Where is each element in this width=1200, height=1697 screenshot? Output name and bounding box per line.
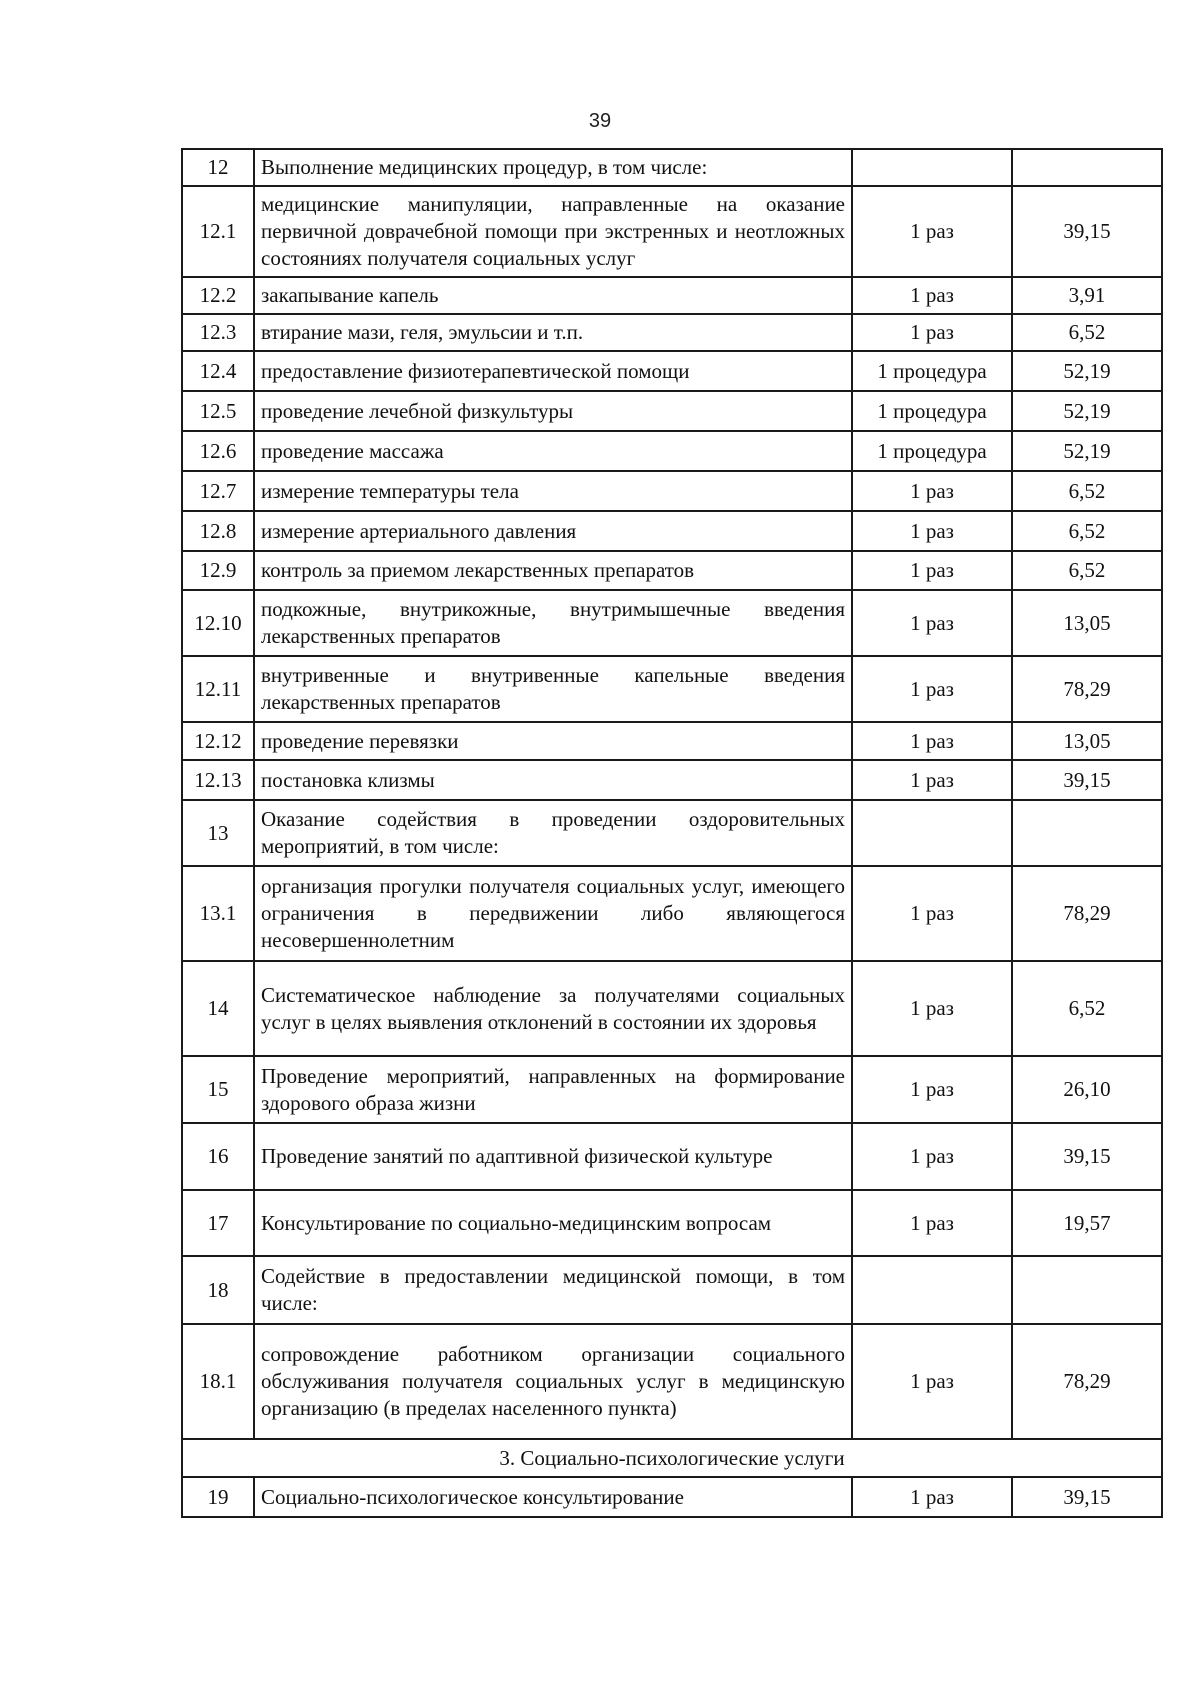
service-unit: 1 раз bbox=[852, 471, 1012, 511]
row-number: 18 bbox=[182, 1256, 254, 1324]
service-price bbox=[1012, 800, 1162, 866]
service-price: 3,91 bbox=[1012, 277, 1162, 314]
service-price: 19,57 bbox=[1012, 1190, 1162, 1256]
service-price: 6,52 bbox=[1012, 471, 1162, 511]
service-price: 52,19 bbox=[1012, 351, 1162, 391]
service-price: 78,29 bbox=[1012, 866, 1162, 961]
service-name: измерение температуры тела bbox=[254, 471, 852, 511]
service-name: Проведение занятий по адаптивной физической культуре bbox=[254, 1123, 852, 1190]
service-unit: 1 раз bbox=[852, 511, 1012, 551]
row-number: 16 bbox=[182, 1123, 254, 1190]
service-unit: 1 раз bbox=[852, 590, 1012, 656]
service-unit: 1 раз bbox=[852, 961, 1012, 1056]
page-number: 39 bbox=[588, 110, 612, 132]
service-name: Консультирование по социально-медицинским вопросам bbox=[254, 1190, 852, 1256]
service-unit: 1 процедура bbox=[852, 431, 1012, 471]
service-name: организация прогулки получателя социальных услуг, имеющего ограничения в передвижении либо являющегося несовершеннолетним bbox=[254, 866, 852, 961]
row-number: 12.9 bbox=[182, 551, 254, 590]
service-price: 39,15 bbox=[1012, 186, 1162, 277]
table-row bbox=[182, 656, 1162, 722]
service-unit: 1 раз bbox=[852, 1123, 1012, 1190]
table-row bbox=[182, 1477, 1162, 1517]
row-number: 19 bbox=[182, 1477, 254, 1517]
row-number: 12.8 bbox=[182, 511, 254, 551]
row-number: 12 bbox=[182, 149, 254, 186]
table-row bbox=[182, 186, 1162, 277]
service-name: подкожные, внутрикожные, внутримышечные введения лекарственных препаратов bbox=[254, 590, 852, 656]
service-name: Оказание содействия в проведении оздоровительных мероприятий, в том числе: bbox=[254, 800, 852, 866]
row-number: 12.3 bbox=[182, 314, 254, 351]
service-price: 39,15 bbox=[1012, 1123, 1162, 1190]
service-name: предоставление физиотерапевтической помощи bbox=[254, 351, 852, 391]
row-number: 12.7 bbox=[182, 471, 254, 511]
service-name: проведение лечебной физкультуры bbox=[254, 391, 852, 431]
table-row bbox=[182, 1056, 1162, 1123]
service-name: Социально-психологическое консультирование bbox=[254, 1477, 852, 1517]
row-number: 12.11 bbox=[182, 656, 254, 722]
service-name: проведение массажа bbox=[254, 431, 852, 471]
row-number: 12.6 bbox=[182, 431, 254, 471]
row-number: 12.1 bbox=[182, 186, 254, 277]
service-unit bbox=[852, 149, 1012, 186]
row-number: 15 bbox=[182, 1056, 254, 1123]
row-number: 12.13 bbox=[182, 760, 254, 800]
table-row bbox=[182, 351, 1162, 391]
table-row bbox=[182, 1324, 1162, 1439]
section-heading-row bbox=[182, 1439, 1162, 1477]
service-unit: 1 раз bbox=[852, 277, 1012, 314]
row-number: 12.10 bbox=[182, 590, 254, 656]
service-price: 78,29 bbox=[1012, 656, 1162, 722]
service-price: 13,05 bbox=[1012, 590, 1162, 656]
service-unit: 1 раз bbox=[852, 760, 1012, 800]
service-unit: 1 раз bbox=[852, 314, 1012, 351]
row-number: 13.1 bbox=[182, 866, 254, 961]
service-name: Систематическое наблюдение за получателями социальных услуг в целях выявления отклонений в состоянии их здоровья bbox=[254, 961, 852, 1056]
table-row bbox=[182, 1123, 1162, 1190]
service-price: 6,52 bbox=[1012, 551, 1162, 590]
table-row bbox=[182, 760, 1162, 800]
service-price: 6,52 bbox=[1012, 314, 1162, 351]
service-name: Содействие в предоставлении медицинской помощи, в том числе: bbox=[254, 1256, 852, 1324]
service-price: 6,52 bbox=[1012, 961, 1162, 1056]
service-name: постановка клизмы bbox=[254, 760, 852, 800]
service-unit: 1 раз bbox=[852, 1324, 1012, 1439]
table-row bbox=[182, 314, 1162, 351]
service-unit: 1 раз bbox=[852, 866, 1012, 961]
row-number: 12.2 bbox=[182, 277, 254, 314]
row-number: 12.4 bbox=[182, 351, 254, 391]
services-price-table bbox=[181, 148, 1163, 1518]
service-unit: 1 раз bbox=[852, 551, 1012, 590]
service-name: внутривенные и внутривенные капельные введения лекарственных препаратов bbox=[254, 656, 852, 722]
table-row bbox=[182, 551, 1162, 590]
service-unit: 1 раз bbox=[852, 1190, 1012, 1256]
table-row bbox=[182, 961, 1162, 1056]
service-unit: 1 раз bbox=[852, 722, 1012, 760]
service-unit bbox=[852, 1256, 1012, 1324]
row-number: 12.12 bbox=[182, 722, 254, 760]
section-heading: 3. Социально-психологические услуги bbox=[182, 1439, 1162, 1477]
row-number: 18.1 bbox=[182, 1324, 254, 1439]
service-unit: 1 процедура bbox=[852, 351, 1012, 391]
service-unit: 1 процедура bbox=[852, 391, 1012, 431]
service-price: 26,10 bbox=[1012, 1056, 1162, 1123]
service-price bbox=[1012, 149, 1162, 186]
table-row bbox=[182, 866, 1162, 961]
service-name: измерение артериального давления bbox=[254, 511, 852, 551]
table-row bbox=[182, 590, 1162, 656]
service-name: проведение перевязки bbox=[254, 722, 852, 760]
table-row bbox=[182, 722, 1162, 760]
service-price bbox=[1012, 1256, 1162, 1324]
service-price: 52,19 bbox=[1012, 431, 1162, 471]
service-name: медицинские манипуляции, направленные на оказание первичной доврачебной помощи при экстренных и неотложных состояниях получателя социальных услуг bbox=[254, 186, 852, 277]
service-price: 78,29 bbox=[1012, 1324, 1162, 1439]
table-body bbox=[182, 149, 1162, 1517]
service-name: закапывание капель bbox=[254, 277, 852, 314]
table-row bbox=[182, 391, 1162, 431]
service-unit bbox=[852, 800, 1012, 866]
service-price: 39,15 bbox=[1012, 760, 1162, 800]
service-name: втирание мази, геля, эмульсии и т.п. bbox=[254, 314, 852, 351]
row-number: 17 bbox=[182, 1190, 254, 1256]
table-row bbox=[182, 1256, 1162, 1324]
table-row bbox=[182, 1190, 1162, 1256]
row-number: 12.5 bbox=[182, 391, 254, 431]
service-name: Проведение мероприятий, направленных на формирование здорового образа жизни bbox=[254, 1056, 852, 1123]
service-price: 52,19 bbox=[1012, 391, 1162, 431]
service-unit: 1 раз bbox=[852, 186, 1012, 277]
service-name: сопровождение работником организации социального обслуживания получателя социальных услуг в медицинскую организацию (в пределах населенного пункта) bbox=[254, 1324, 852, 1439]
table-row bbox=[182, 277, 1162, 314]
table-row bbox=[182, 431, 1162, 471]
service-name: контроль за приемом лекарственных препаратов bbox=[254, 551, 852, 590]
service-unit: 1 раз bbox=[852, 1477, 1012, 1517]
service-unit: 1 раз bbox=[852, 656, 1012, 722]
service-unit: 1 раз bbox=[852, 1056, 1012, 1123]
service-name: Выполнение медицинских процедур, в том числе: bbox=[254, 149, 852, 186]
table-row bbox=[182, 511, 1162, 551]
service-price: 6,52 bbox=[1012, 511, 1162, 551]
row-number: 14 bbox=[182, 961, 254, 1056]
table-row bbox=[182, 800, 1162, 866]
service-price: 13,05 bbox=[1012, 722, 1162, 760]
table-row bbox=[182, 471, 1162, 511]
service-price: 39,15 bbox=[1012, 1477, 1162, 1517]
table-row bbox=[182, 149, 1162, 186]
row-number: 13 bbox=[182, 800, 254, 866]
